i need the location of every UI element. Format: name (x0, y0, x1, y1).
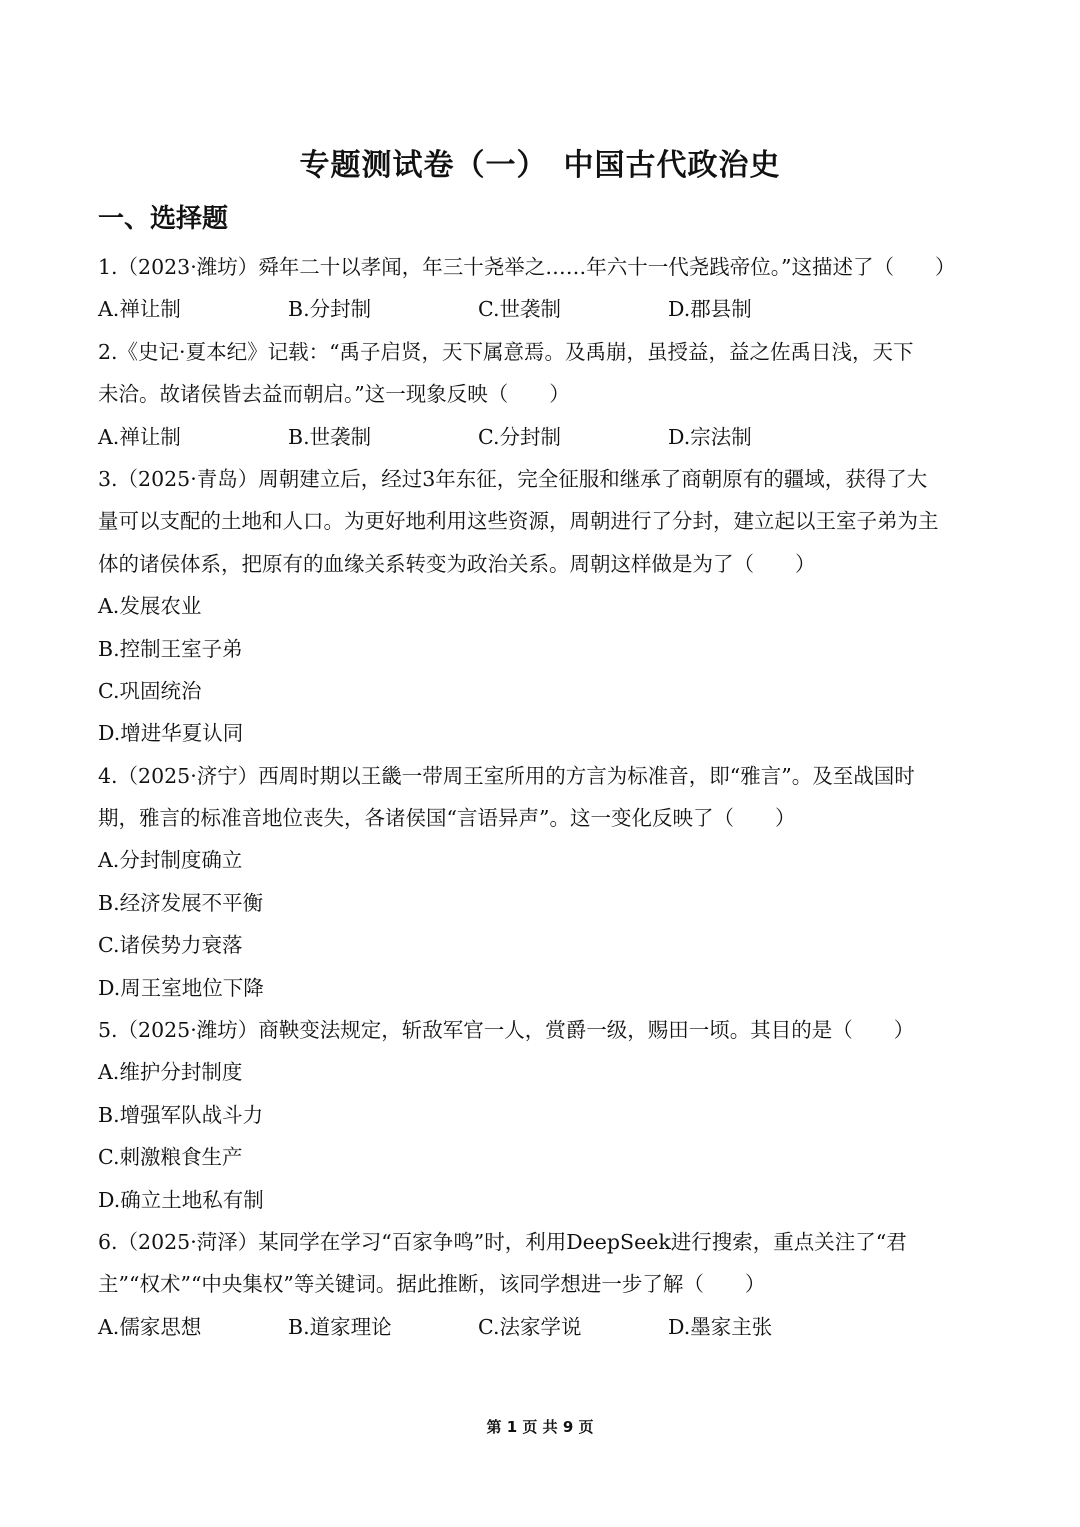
question-1-stem: 1.（2023·潍坊）舜年二十以孝闻，年三十尧举之……年六十一代尧践帝位。”这描述了（ ） (98, 255, 956, 279)
question-4-stem-line-2: 期，雅言的标准音地位丧失，各诸侯国“言语异声”。这一变化反映了（ ） (98, 806, 796, 831)
option-c: C.刺激粮食生产 (98, 1145, 243, 1170)
section-heading: 一、选择题 (98, 204, 229, 234)
page-number: 第 1 页 共 9 页 (486, 1418, 594, 1436)
question-6-stem-line-1: 6.（2025·菏泽）某同学在学习“百家争鸣”时，利用DeepSeek进行搜索，重点关注了“君 (98, 1229, 907, 1254)
question-2-options (98, 416, 988, 458)
question-4 (98, 755, 988, 1009)
option-c: C.世袭制 (478, 297, 561, 322)
option-b: B.控制王室子弟 (98, 636, 243, 661)
option-a: A.维护分封制度 (98, 1060, 243, 1085)
option-c: C.巩固统治 (98, 678, 202, 703)
option-d: D.宗法制 (668, 424, 752, 449)
option-b: B.经济发展不平衡 (98, 890, 264, 915)
question-6-options (98, 1306, 988, 1348)
option-b: B.道家理论 (288, 1314, 392, 1339)
question-5 (98, 1009, 988, 1221)
page-title: 专题测试卷（一） 中国古代政治史 (299, 148, 781, 183)
option-a: A.禅让制 (98, 424, 181, 449)
question-3-stem-line-1: 3.（2025·青岛）周朝建立后，经过3年东征，完全征服和继承了商朝原有的疆域，获得了大 (98, 466, 928, 491)
option-a: A.禅让制 (98, 297, 181, 322)
option-b: B.增强军队战斗力 (98, 1102, 264, 1127)
option-c: C.法家学说 (478, 1314, 582, 1339)
question-4-stem-line-1: 4.（2025·济宁）西周时期以王畿一带周王室所用的方言为标准音，即“雅言”。及至战国时 (98, 763, 915, 788)
option-b: B.世袭制 (288, 424, 372, 449)
option-c: C.诸侯势力衰落 (98, 933, 243, 958)
question-5-stem: 5.（2025·潍坊）商鞅变法规定，斩敌军官一人，赏爵一级，赐田一顷。其目的是（ ） (98, 1018, 915, 1043)
question-2-stem-line-1: 2.《史记·夏本纪》记载：“禹子启贤，天下属意焉。及禹崩，虽授益，益之佐禹日浅，天下 (98, 339, 914, 364)
question-6-stem-line-2: 主”“权术”“中央集权”等关键词。据此推断，该同学想进一步了解（ ） (98, 1272, 766, 1297)
question-1 (98, 246, 988, 331)
option-d: D.墨家主张 (668, 1314, 773, 1339)
question-3 (98, 458, 988, 755)
option-d: D.确立土地私有制 (98, 1187, 264, 1212)
question-list (98, 246, 988, 1348)
question-2-stem-line-2: 未洽。故诸侯皆去益而朝启。”这一现象反映（ ） (98, 382, 570, 407)
option-a: A.儒家思想 (98, 1314, 202, 1339)
option-d: D.增进华夏认同 (98, 721, 244, 746)
option-a: A.发展农业 (98, 594, 202, 619)
question-3-stem-line-3: 体的诸侯体系，把原有的血缘关系转变为政治关系。周朝这样做是为了（ ） (98, 551, 816, 576)
question-1-options (98, 288, 988, 330)
option-d: D.郡县制 (668, 297, 752, 322)
question-2 (98, 331, 988, 458)
option-a: A.分封制度确立 (98, 848, 243, 873)
question-6 (98, 1221, 988, 1348)
option-d: D.周王室地位下降 (98, 975, 264, 1000)
option-c: C.分封制 (478, 424, 561, 449)
question-3-stem-line-2: 量可以支配的土地和人口。为更好地利用这些资源，周朝进行了分封，建立起以王室子弟为主 (98, 509, 939, 534)
option-b: B.分封制 (288, 297, 372, 322)
